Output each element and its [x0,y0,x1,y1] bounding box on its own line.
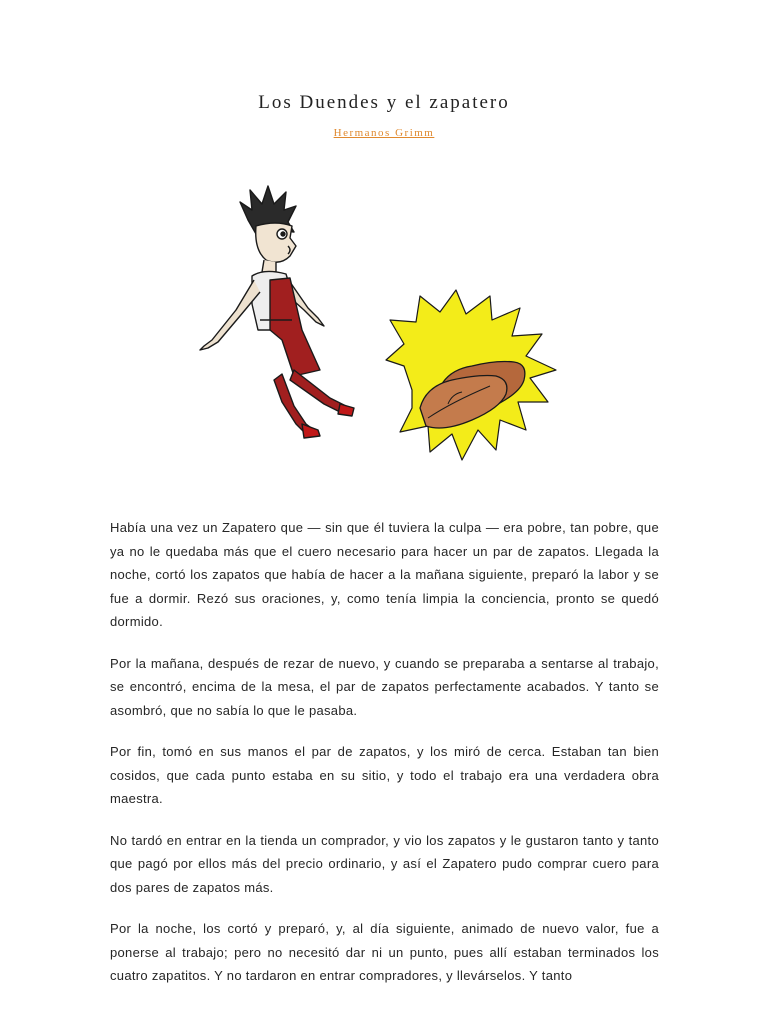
shoemaker-figure [200,186,354,438]
paragraph: Por fin, tomó en sus manos el par de zapatos, y los miró de cerca. Estaban tan bien cosidos, que cada punto estaba en su sitio, y todo el trabajo era una verdadera obra maestra. [110,744,659,806]
story-body [110,516,659,1006]
paragraph: Había una vez un Zapatero que — sin que él tuviera la culpa — era pobre, tan pobre, que ya no le quedaba más que el cuero necesario para hacer un par de zapatos. Llegada la noche, cortó los zapatos que había de hacer a la mañana siguiente, preparó la labor y se fue a dormir. Rezó sus oraciones, y, como tenía limpia la conciencia, pronto se quedó dormido. [110,520,659,629]
magic-shoes-illustration [386,290,556,460]
paragraph: Por la noche, los cortó y preparó, y, al día siguiente, animado de nuevo valor, fue a ponerse al trabajo; pero no necesitó dar ni un punto, pues allí estaban terminados los cuatro zapatitos. Y no tardaron en entrar compradores, y llevárselos. Y tanto [110,921,659,983]
document-title: Los Duendes y el zapatero [258,92,510,113]
shoemaker-illustration [190,180,590,500]
author-line [0,127,768,139]
paragraph: No tardó en entrar en la tienda un comprador, y vio los zapatos y le gustaron tanto y tanto que pagó por ellos más del precio ordinario, y así el Zapatero pudo comprar cuero para dos pares de zapatos más. [110,832,659,895]
paragraph: Por la mañana, después de rezar de nuevo, y cuando se preparaba a sentarse al trabajo, se encontró, encima de la mesa, el par de zapatos perfectamente acabados. Y tanto se asombró, que no sabía lo que le pasaba. [110,655,659,718]
author-link[interactable]: Hermanos Grimm [333,127,435,139]
